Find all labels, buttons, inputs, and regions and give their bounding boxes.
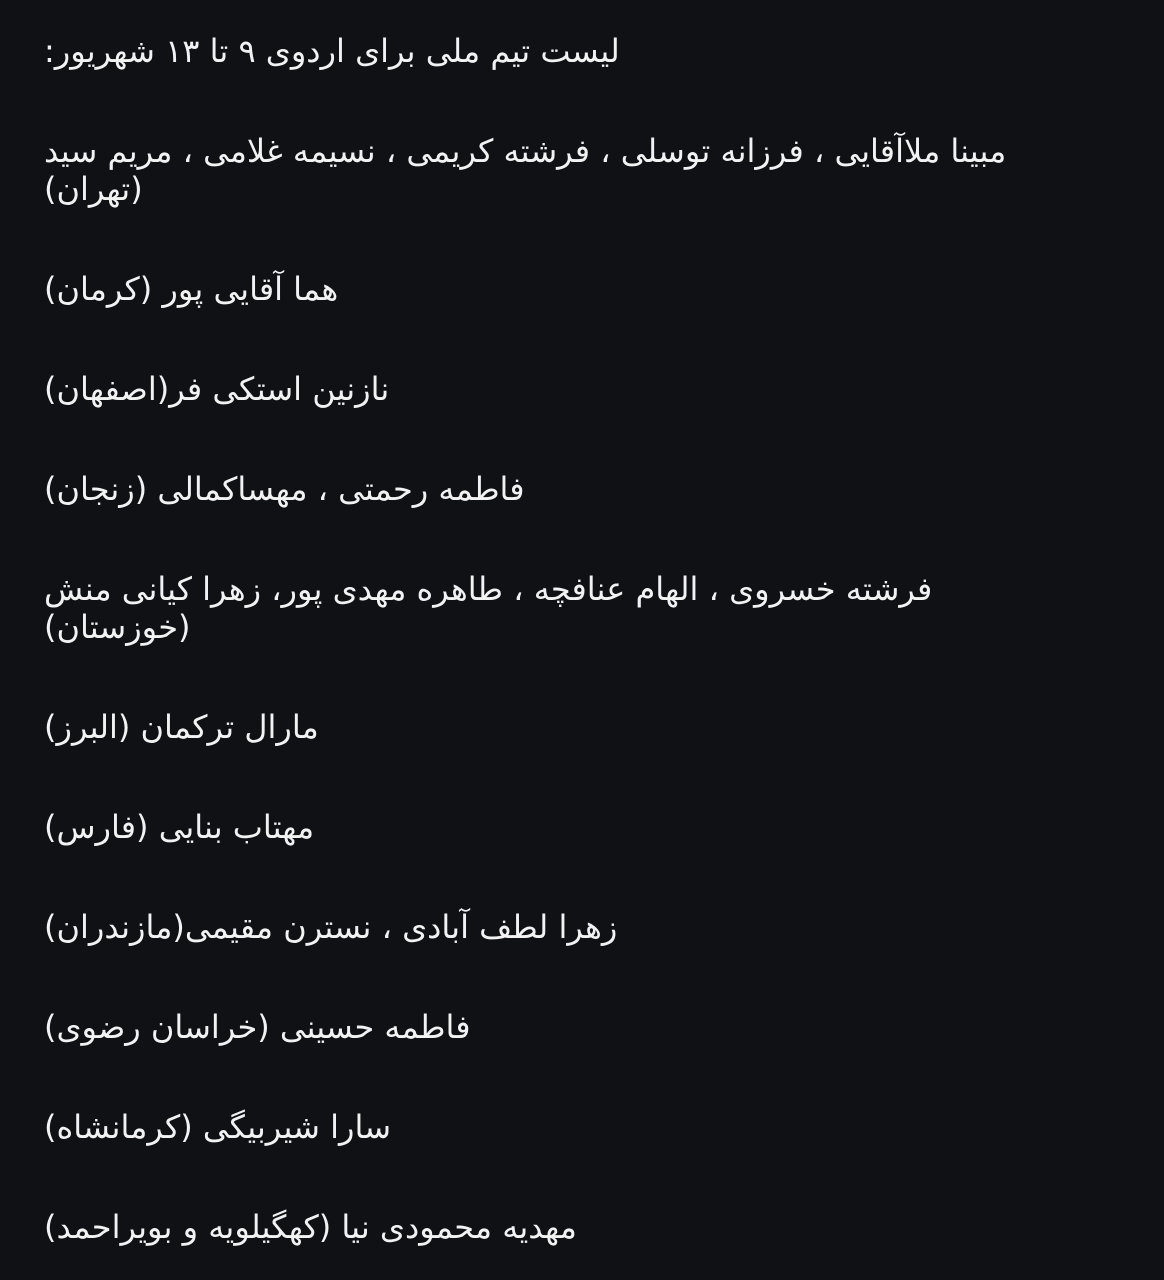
team-line-fars: مهتاب بنایی (فارس) — [44, 808, 315, 846]
team-line-zanjan: فاطمه رحمتی ، مهساکمالی (زنجان) — [44, 470, 525, 508]
team-line-kermanshah: سارا شیربیگی (کرمانشاه) — [44, 1108, 391, 1146]
team-line-mazandaran: زهرا لطف آبادی ، نسترن مقیمی(مازندران) — [44, 908, 618, 946]
team-line-tehran: مبینا ملاآقایی ، فرزانه توسلی ، فرشته کریمی ، نسیمه غلامی ، مریم سید (تهران) — [44, 132, 1007, 208]
team-line-khorasan-razavi: فاطمه حسینی (خراسان رضوی) — [44, 1008, 471, 1046]
message-heading: لیست تیم ملی برای اردوی ۹ تا ۱۳ شهریور: — [44, 32, 620, 70]
team-line-alborz: مارال ترکمان (البرز) — [44, 708, 319, 746]
team-line-kohgiluyeh: مهدیه محمودی نیا (کهگیلویه و بویراحمد) — [44, 1208, 577, 1246]
team-line-kerman: هما آقایی پور (کرمان) — [44, 270, 339, 308]
team-line-khuzestan: فرشته خسروی ، الهام عنافچه ، طاهره مهدی پور، زهرا کیانی منش (خوزستان) — [44, 570, 933, 646]
team-line-isfahan: نازنین استکی فر(اصفهان) — [44, 370, 390, 408]
